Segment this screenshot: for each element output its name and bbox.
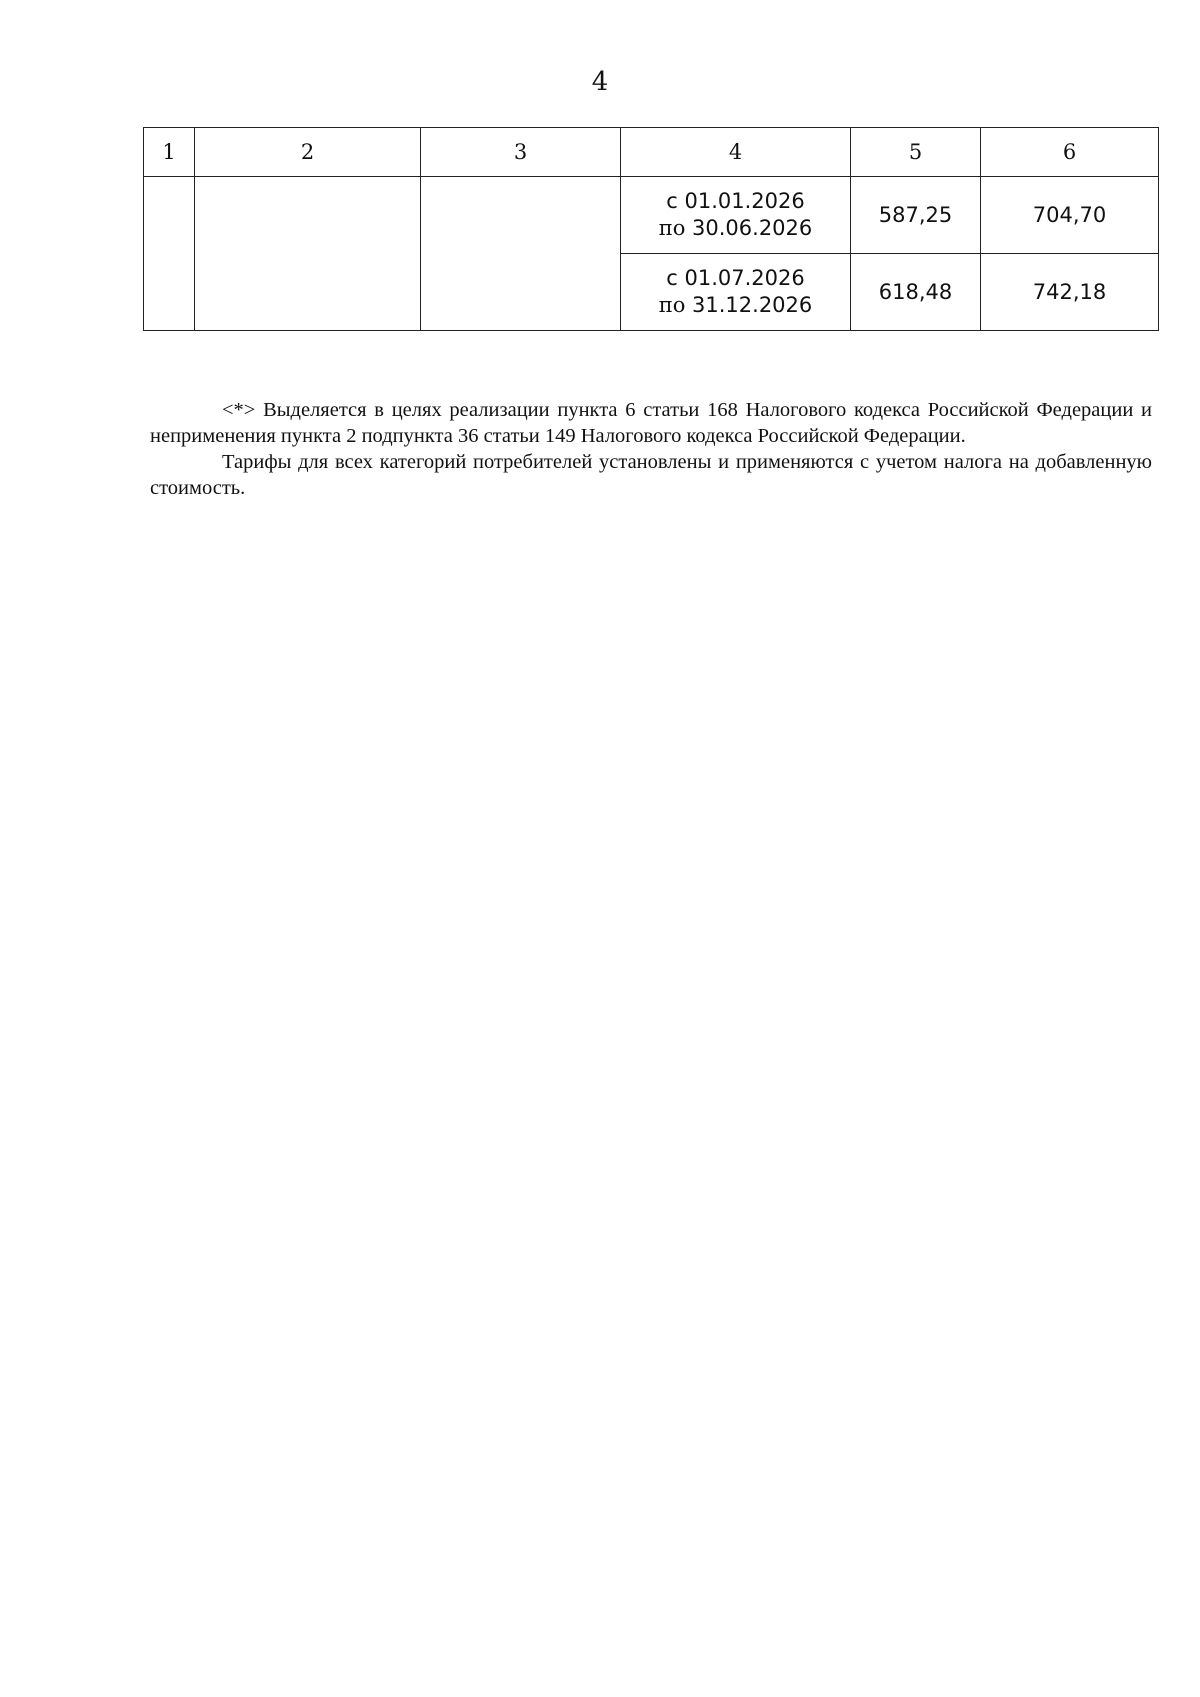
- column-header-5: 5: [851, 128, 981, 177]
- empty-cell-col2: [195, 177, 421, 331]
- notes-section: [150, 397, 1152, 501]
- column-header-2: 2: [195, 128, 421, 177]
- period-to: [625, 292, 846, 319]
- empty-cell-col3: [421, 177, 621, 331]
- empty-cell-col1: [144, 177, 195, 331]
- period-to-date: 30.06.2026: [692, 216, 813, 240]
- footnote-paragraph: <*> Выделяется в целях реализации пункта 6 статьи 168 Налогового кодекса Российской Федерации и неприменения пункта 2 подпункта 36 статьи 149 Налогового кодекса Российской Федерации.: [150, 399, 1152, 447]
- period-to-prefix: по: [658, 216, 693, 240]
- period-from: с 01.07.2026: [666, 266, 805, 290]
- tariff-table: [143, 127, 1159, 331]
- period-cell: [621, 254, 851, 331]
- period-cell: [621, 177, 851, 254]
- tariff-value-col5: 618,48: [851, 254, 981, 331]
- table-row: [144, 177, 1159, 254]
- column-header-4: 4: [621, 128, 851, 177]
- tariff-value-col5: 587,25: [851, 177, 981, 254]
- tariff-value-col6: 704,70: [981, 177, 1159, 254]
- period-to-prefix: по: [658, 293, 693, 317]
- page-number: 4: [591, 67, 609, 97]
- tariff-value-col6: 742,18: [981, 254, 1159, 331]
- period-to-date: 31.12.2026: [692, 293, 813, 317]
- table-header-row: [144, 128, 1159, 177]
- period-from: с 01.01.2026: [666, 189, 805, 213]
- column-header-1: 1: [144, 128, 195, 177]
- column-header-6: 6: [981, 128, 1159, 177]
- vat-note-paragraph: Тарифы для всех категорий потребителей установлены и применяются с учетом налога на добавленную стоимость.: [150, 451, 1152, 499]
- period-to: [625, 215, 846, 242]
- column-header-3: 3: [421, 128, 621, 177]
